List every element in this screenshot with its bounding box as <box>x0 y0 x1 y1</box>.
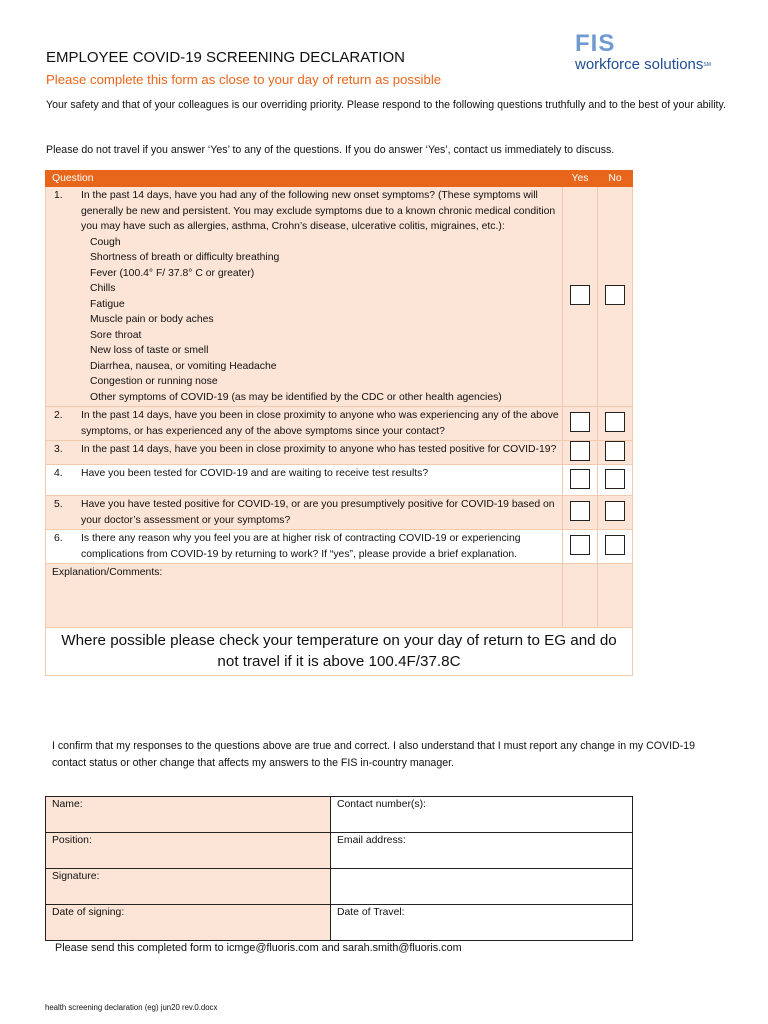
signature-field[interactable] <box>46 869 331 905</box>
email-label: Email address: <box>337 835 406 846</box>
intro-paragraph: Your safety and that of your colleagues is our overriding priority. Please respond to the following questions truthfully and to the best of your ability. <box>46 99 726 111</box>
date-travel-label: Date of Travel: <box>337 907 405 918</box>
table-header-row <box>46 171 633 187</box>
symptom-item: Other symptoms of COVID-19 (as may be identified by the CDC or other health agencies) <box>90 391 502 403</box>
symptom-item: Congestion or running nose <box>90 376 218 387</box>
symptom-item: Fever (100.4° F/ 37.8° C or greater) <box>90 267 255 279</box>
q3-no-checkbox[interactable] <box>605 441 625 461</box>
question-text: In the past 14 days, have you been in close proximity to anyone who has tested positive for COVID-19? <box>81 444 557 455</box>
name-field[interactable] <box>46 797 331 833</box>
comments-row <box>46 564 633 628</box>
symptom-list <box>81 235 559 406</box>
logo-tagline: workforce solutions <box>575 56 704 73</box>
logo-service-mark: SM <box>703 62 711 68</box>
question-text: Have you have tested positive for COVID-19, or are you presumptively positive for COVID-19 based on your doctor’s assessment or your symptoms? <box>81 499 555 526</box>
question-number: 4. <box>54 468 63 479</box>
page-title: EMPLOYEE COVID-19 SCREENING DECLARATION <box>46 49 405 66</box>
q2-yes-checkbox[interactable] <box>570 412 590 432</box>
symptom-item: Muscle pain or body aches <box>90 314 214 325</box>
question-row-1 <box>46 187 633 407</box>
question-row-2 <box>46 407 633 441</box>
header-no: No <box>598 171 633 187</box>
question-row-6 <box>46 530 633 564</box>
q6-no-checkbox[interactable] <box>605 535 625 555</box>
question-number: 1. <box>54 190 63 201</box>
question-row-3 <box>46 441 633 465</box>
temperature-row <box>46 628 633 676</box>
question-row-4 <box>46 465 633 496</box>
question-number: 3. <box>54 444 63 455</box>
employee-details-table <box>45 796 633 941</box>
document-footer: health screening declaration (eg) jun20 rev.0.docx <box>45 1003 218 1012</box>
q5-yes-checkbox[interactable] <box>570 501 590 521</box>
q6-yes-checkbox[interactable] <box>570 535 590 555</box>
header-yes: Yes <box>563 171 598 187</box>
question-text: In the past 14 days, have you been in close proximity to anyone who was experiencing any of the above symptoms, or has experienced any of the above symptoms since your contact? <box>81 410 559 437</box>
symptom-item: Sore throat <box>90 329 142 341</box>
contact-number-field[interactable] <box>331 797 633 833</box>
question-number: 6. <box>54 533 63 544</box>
q3-yes-checkbox[interactable] <box>570 441 590 461</box>
question-number: 5. <box>54 499 63 510</box>
name-label: Name: <box>52 799 83 810</box>
question-text: Is there any reason why you feel you are at higher risk of contracting COVID-19 or experiencing complications from COVID-19 by returning to work? If “yes”, please provide a brief explanation. <box>81 533 521 560</box>
symptom-item: Diarrhea, nausea, or vomiting Headache <box>90 360 277 372</box>
question-text: In the past 14 days, have you had any of the following new onset symptoms? (These symptoms will generally be new and persistent. You may exclude symptoms due to a known chronic medical condition you may have such as allergies, asthma, Crohn’s disease, ulcerative colitis, migraines, etc.): <box>81 190 556 232</box>
header-question: Question <box>46 171 563 187</box>
confirmation-statement: I confirm that my responses to the questions above are true and correct. I also understand that I must report any change in my COVID-19 contact status or other change that affects my answers to the FIS in-country manager. <box>52 740 696 769</box>
question-text: Have you been tested for COVID-19 and are waiting to receive test results? <box>81 468 429 479</box>
fis-logo <box>575 31 711 73</box>
symptom-item: Chills <box>90 283 116 294</box>
position-field[interactable] <box>46 833 331 869</box>
comments-field[interactable] <box>46 564 563 628</box>
page-subtitle: Please complete this form as close to your day of return as possible <box>46 72 442 87</box>
temperature-notice: Where possible please check your temperature on your day of return to EG and do not travel if it is above 100.4F/37.8C <box>61 632 617 670</box>
symptom-item: New loss of taste or smell <box>90 345 209 356</box>
date-signing-label: Date of signing: <box>52 907 125 918</box>
logo-fis-text: FIS <box>575 30 616 57</box>
date-of-signing-field[interactable] <box>46 905 331 941</box>
screening-questions-table <box>45 170 633 676</box>
position-label: Position: <box>52 835 92 846</box>
q2-no-checkbox[interactable] <box>605 412 625 432</box>
q1-no-checkbox[interactable] <box>605 285 625 305</box>
signature-label: Signature: <box>52 871 100 882</box>
symptom-item: Cough <box>90 236 121 248</box>
blank-field[interactable] <box>331 869 633 905</box>
email-field[interactable] <box>331 833 633 869</box>
date-of-travel-field[interactable] <box>331 905 633 941</box>
question-row-5 <box>46 496 633 530</box>
q4-no-checkbox[interactable] <box>605 469 625 489</box>
q4-yes-checkbox[interactable] <box>570 469 590 489</box>
symptom-item: Shortness of breath or difficulty breathing <box>90 252 280 263</box>
contact-label: Contact number(s): <box>337 799 426 810</box>
q5-no-checkbox[interactable] <box>605 501 625 521</box>
comments-label: Explanation/Comments: <box>52 567 163 578</box>
travel-warning: Please do not travel if you answer ‘Yes’ to any of the questions. If you do answer ‘Yes’, contact us immediately to discuss. <box>46 144 615 156</box>
symptom-item: Fatigue <box>90 298 125 310</box>
q1-yes-checkbox[interactable] <box>570 285 590 305</box>
question-number: 2. <box>54 410 63 421</box>
send-instructions: Please send this completed form to icmge@fluoris.com and sarah.smith@fluoris.com <box>55 942 462 954</box>
